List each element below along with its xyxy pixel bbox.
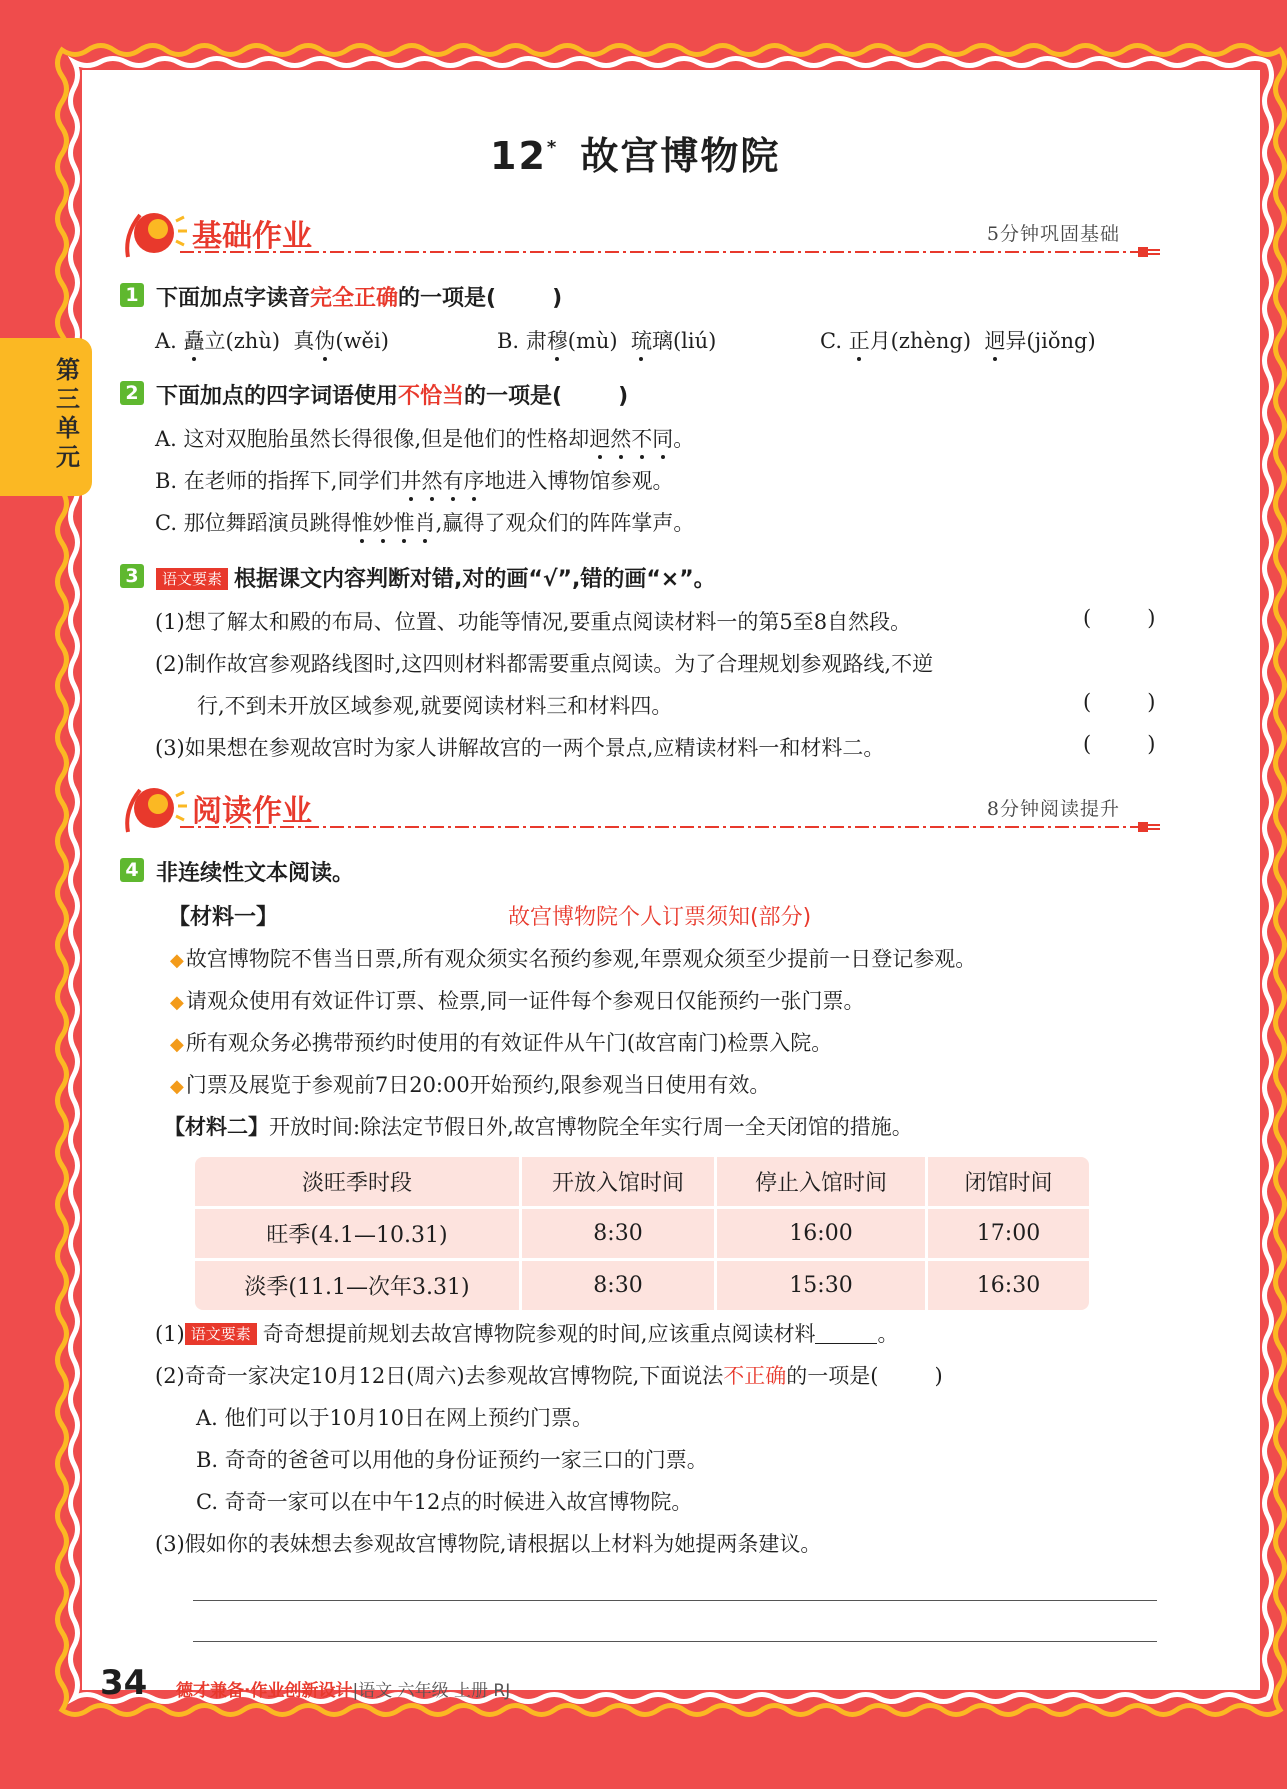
- footer-brand: 德才兼备·作业创新设计: [176, 1681, 353, 1701]
- section-header-reading: [120, 780, 1160, 840]
- answer-line[interactable]: [193, 1641, 1157, 1642]
- section-title: 阅读作业: [192, 794, 312, 829]
- table-row: [195, 1261, 1089, 1310]
- question-stem: 下面加点字读音完全正确的一项是( ): [156, 286, 563, 311]
- q1-option-a[interactable]: A. 矗立(zhù) 真伪(wěi): [155, 329, 389, 353]
- q3-item: 行,不到未开放区域参观,就要阅读材料三和材料四。: [197, 694, 673, 718]
- section-subtitle: 8分钟阅读提升: [986, 798, 1120, 820]
- section-subtitle: 5分钟巩固基础: [986, 223, 1120, 245]
- table-cell: 淡季(11.1—次年3.31): [195, 1261, 522, 1310]
- question-stem: 语文要素 根据课文内容判断对错,对的画“√”,错的画“×”。: [156, 562, 716, 593]
- question-number: 4: [120, 858, 144, 882]
- q4-sub2-option-c[interactable]: C. 奇奇一家可以在中午12点的时候进入故宫博物院。: [196, 1490, 693, 1514]
- diamond-bullet-icon: ◆: [170, 992, 184, 1013]
- question-number: 3: [120, 564, 144, 588]
- table-cell: 15:30: [717, 1261, 928, 1310]
- question-number: 1: [120, 283, 144, 307]
- tag-badge: 语文要素: [156, 568, 228, 590]
- question-stem: 下面加点的四字词语使用不恰当的一项是( ): [156, 384, 629, 409]
- section-divider: [180, 247, 1160, 257]
- answer-paren[interactable]: ( ): [1083, 732, 1156, 756]
- q4-sub2-option-a[interactable]: A. 他们可以于10月10日在网上预约门票。: [196, 1406, 593, 1430]
- q1-option-c[interactable]: C. 正月(zhèng) 迥异(jiǒng): [820, 329, 1096, 353]
- material-1-title: 故宫博物院个人订票须知(部分): [508, 905, 812, 930]
- question-stem: 非连续性文本阅读。: [156, 861, 355, 886]
- q3-item: (1)想了解太和殿的布局、位置、功能等情况,要重点阅读材料一的第5至8自然段。: [155, 610, 912, 634]
- material-1-item: ◆门票及展览于参观前7日20:00开始预约,限参观当日使用有效。: [170, 1073, 771, 1097]
- q1-option-b[interactable]: B. 肃穆(mù) 琉璃(liú): [497, 329, 717, 353]
- table-header-row: [195, 1157, 1089, 1209]
- q2-option-c[interactable]: C. 那位舞蹈演员跳得惟妙惟肖,赢得了观众们的阵阵掌声。: [155, 511, 695, 535]
- question-number: 2: [120, 381, 144, 405]
- table-cell: 16:30: [976, 1273, 1041, 1298]
- table-row: [195, 1209, 1089, 1261]
- tag-badge: 语文要素: [185, 1323, 257, 1345]
- footer-info: |语文 六年级 上册 RJ: [352, 1681, 511, 1701]
- material-1-item: ◆故宫博物院不售当日票,所有观众须实名预约参观,年票观众须至少提前一日登记参观。: [170, 947, 977, 971]
- table-cell: 16:00: [717, 1209, 928, 1261]
- material-1-item: ◆请观众使用有效证件订票、检票,同一证件每个参观日仅能预约一张门票。: [170, 989, 865, 1013]
- table-header: 闭馆时间: [928, 1157, 1089, 1209]
- fill-blank[interactable]: [815, 1323, 877, 1344]
- answer-paren[interactable]: ( ): [1083, 690, 1156, 714]
- diamond-bullet-icon: ◆: [170, 1034, 184, 1055]
- answer-paren[interactable]: ( ): [1083, 606, 1156, 630]
- material-1-item: ◆所有观众务必携带预约时使用的有效证件从午门(故宫南门)检票入院。: [170, 1031, 833, 1055]
- table-header: 开放入馆时间: [522, 1157, 717, 1209]
- lesson-name: 故宫博物院: [580, 134, 781, 178]
- q2-option-a[interactable]: A. 这对双胞胎虽然长得很像,但是他们的性格却迥然不同。: [155, 427, 695, 451]
- q2-option-b[interactable]: B. 在老师的指挥下,同学们井然有序地进入博物馆参观。: [155, 469, 674, 493]
- lesson-title: [490, 125, 780, 180]
- table-cell: 8:30: [522, 1209, 717, 1261]
- page-number: 34: [100, 1663, 148, 1703]
- unit-label: 第三单元: [56, 356, 80, 471]
- diamond-bullet-icon: ◆: [170, 1076, 184, 1097]
- material-2: 【材料二】开放时间:除法定节假日外,故宫博物院全年实行周一全天闭馆的措施。: [164, 1115, 913, 1139]
- table-cell: 旺季(4.1—10.31): [195, 1209, 522, 1261]
- q4-sub3: (3)假如你的表妹想去参观故宫博物院,请根据以上材料为她提两条建议。: [155, 1532, 822, 1556]
- answer-line[interactable]: [193, 1600, 1157, 1601]
- diamond-bullet-icon: ◆: [170, 950, 184, 971]
- material-1-label: 【材料一】: [168, 905, 279, 930]
- table-header: 停止入馆时间: [717, 1157, 928, 1209]
- unit-side-tab: [0, 338, 92, 496]
- opening-hours-table: [195, 1157, 1089, 1310]
- q4-sub2-option-b[interactable]: B. 奇奇的爸爸可以用他的身份证预约一家三口的门票。: [196, 1448, 708, 1472]
- q4-sub1: (1) 语文要素 奇奇想提前规划去故宫博物院参观的时间,应该重点阅读材料 。: [155, 1322, 899, 1346]
- table-cell: 8:30: [522, 1261, 717, 1310]
- q4-sub2: (2)奇奇一家决定10月12日(周六)去参观故宫博物院,下面说法不正确的一项是( ): [155, 1364, 943, 1388]
- q3-item: (3)如果想在参观故宫时为家人讲解故宫的一两个景点,应精读材料一和材料二。: [155, 736, 885, 760]
- section-divider: [180, 822, 1160, 832]
- section-header-basic: [120, 205, 1160, 265]
- section-title: 基础作业: [192, 219, 312, 254]
- table-cell: 17:00: [928, 1209, 1089, 1261]
- footer-text: [176, 1676, 510, 1701]
- q3-item: (2)制作故宫参观路线图时,这四则材料都需要重点阅读。为了合理规划参观路线,不逆: [155, 652, 934, 676]
- lesson-mark: *: [546, 137, 559, 159]
- table-header: 淡旺季时段: [195, 1157, 522, 1209]
- lesson-number: 12: [490, 134, 547, 178]
